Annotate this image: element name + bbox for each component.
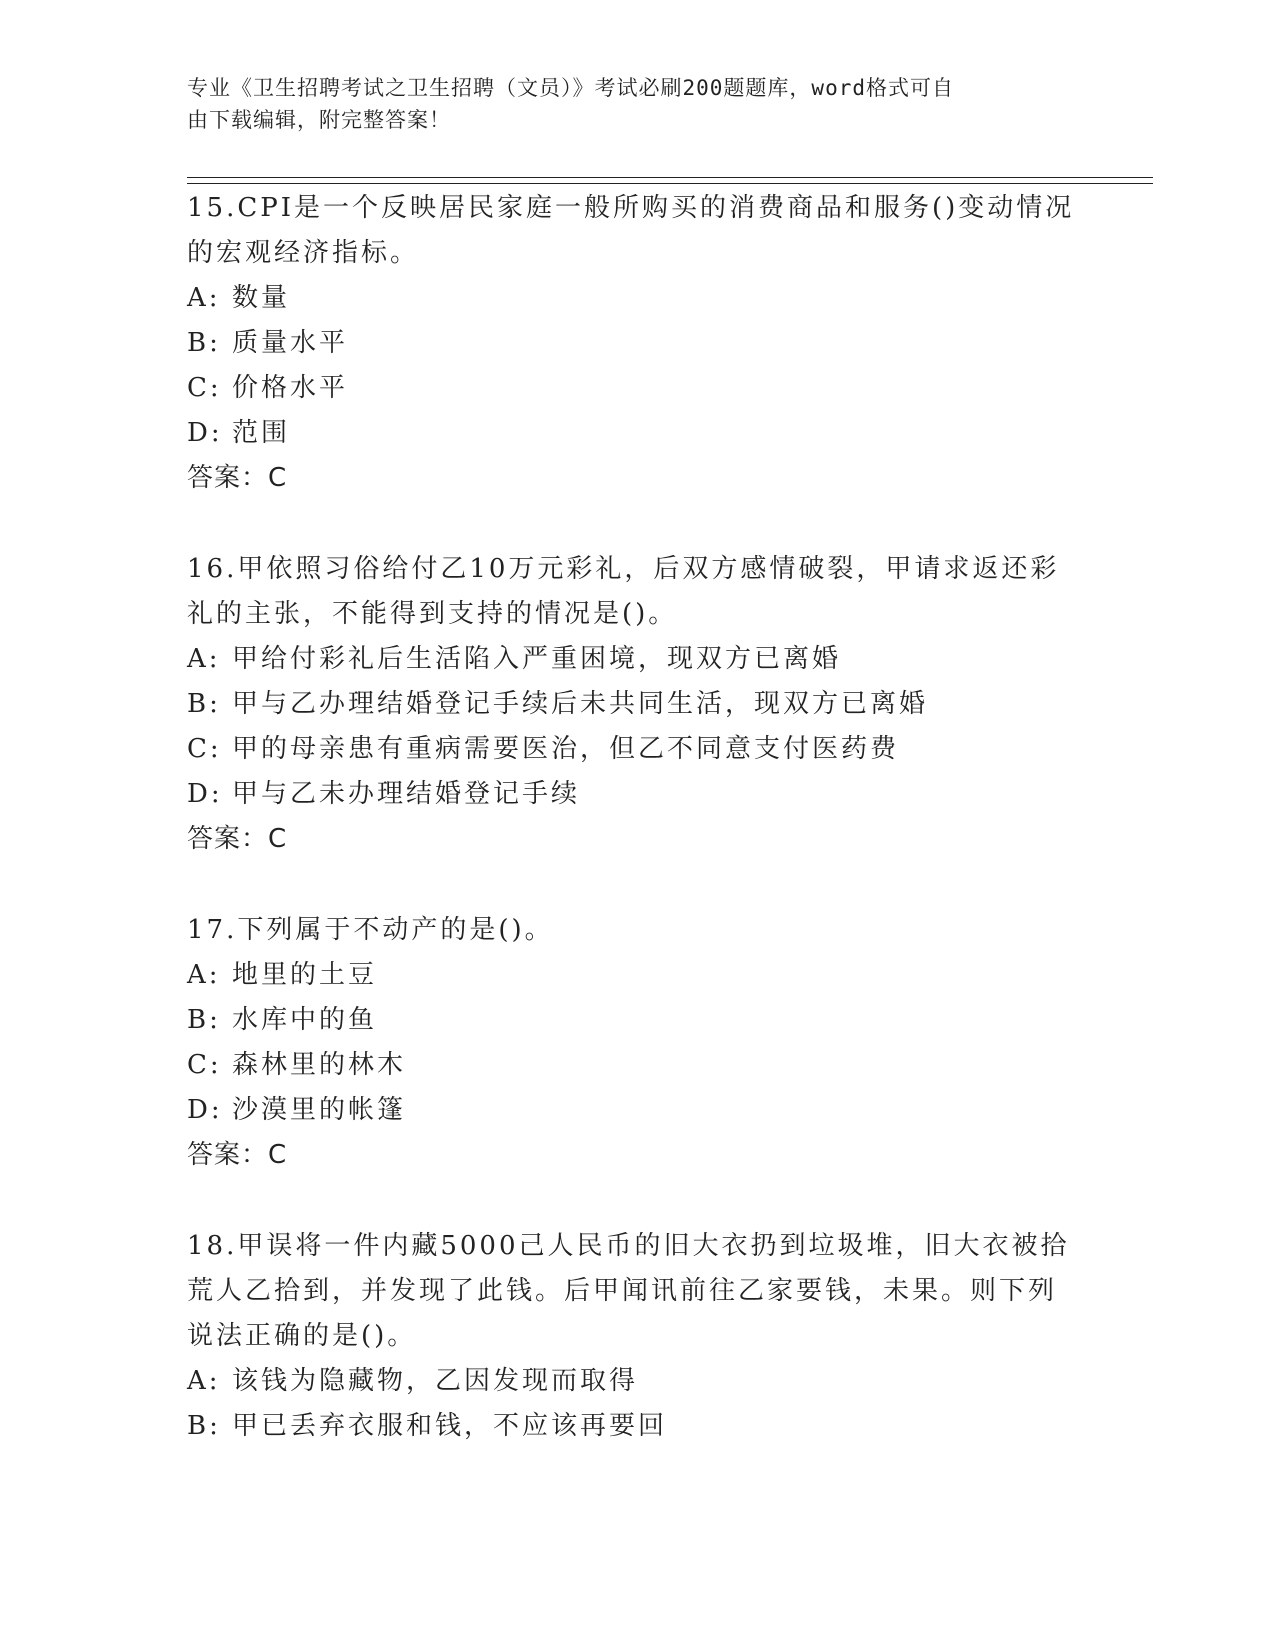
option-b <box>187 998 1087 1043</box>
option-a <box>187 276 1087 321</box>
question-17 <box>187 908 1087 1178</box>
header-line: 专业《卫生招聘考试之卫生招聘（文员）》考试必刷200题题库，word格式可自 <box>187 76 954 100</box>
header-divider <box>187 183 1153 184</box>
option-text: 质量水平 <box>232 328 349 358</box>
option-text: 沙漠里的帐篷 <box>232 1095 407 1125</box>
option-text: 范围 <box>232 418 291 448</box>
option-c <box>187 366 1087 411</box>
option-text: 该钱为隐藏物，乙因发现而取得 <box>232 1366 639 1396</box>
option-text: 甲与乙办理结婚登记手续后未共同生活，现双方已离婚 <box>232 689 929 719</box>
question-stem-line: 17.下列属于不动产的是()。 <box>187 915 554 945</box>
question-stem-line: 15.CPI是一个反映居民家庭一般所购买的消费商品和服务()变动情况 <box>187 193 1075 223</box>
option-letter: D: <box>187 418 223 448</box>
option-a <box>187 953 1087 998</box>
option-a <box>187 1359 1087 1404</box>
question-stem-line: 说法正确的是()。 <box>187 1321 417 1351</box>
option-text: 甲给付彩礼后生活陷入严重困境，现双方已离婚 <box>232 644 842 674</box>
option-d <box>187 411 1087 456</box>
answer-line: 答案：C <box>187 463 288 493</box>
option-letter: C: <box>187 1050 222 1080</box>
option-text: 水库中的鱼 <box>232 1005 378 1035</box>
question-stem-line: 18.甲误将一件内藏5000己人民币的旧大衣扔到垃圾堆，旧大衣被拾 <box>187 1231 1070 1261</box>
question-list <box>187 186 1087 1449</box>
question-16 <box>187 547 1087 862</box>
option-b <box>187 321 1087 366</box>
option-a <box>187 637 1087 682</box>
question-stem-line: 的宏观经济指标。 <box>187 238 420 268</box>
option-text: 甲的母亲患有重病需要医治，但乙不同意支付医药费 <box>232 734 900 764</box>
option-letter: A: <box>187 1366 221 1396</box>
header-line: 由下载编辑，附完整答案！ <box>187 108 451 132</box>
option-letter: A: <box>187 644 221 674</box>
option-letter: D: <box>187 1095 223 1125</box>
question-stem-line: 礼的主张，不能得到支持的情况是()。 <box>187 599 678 629</box>
option-letter: A: <box>187 960 221 990</box>
option-text: 价格水平 <box>232 373 349 403</box>
option-letter: B: <box>187 328 221 358</box>
option-b <box>187 1404 1087 1449</box>
option-letter: B: <box>187 689 221 719</box>
document-header <box>187 72 1067 136</box>
option-text: 森林里的林木 <box>232 1050 407 1080</box>
option-b <box>187 682 1087 727</box>
option-letter: B: <box>187 1411 221 1441</box>
option-text: 地里的土豆 <box>232 960 378 990</box>
option-c <box>187 1043 1087 1088</box>
answer-line: 答案：C <box>187 1140 288 1170</box>
option-text: 数量 <box>232 283 291 313</box>
option-letter: D: <box>187 779 223 809</box>
spacer <box>187 501 1087 547</box>
question-15 <box>187 186 1087 501</box>
question-18 <box>187 1224 1087 1449</box>
option-text: 甲已丢弃衣服和钱，不应该再要回 <box>232 1411 668 1441</box>
option-letter: C: <box>187 373 222 403</box>
option-d <box>187 772 1087 817</box>
question-stem-line: 荒人乙拾到，并发现了此钱。后甲闻讯前往乙家要钱，未果。则下列 <box>187 1276 1058 1306</box>
option-letter: A: <box>187 283 221 313</box>
spacer <box>187 862 1087 908</box>
option-d <box>187 1088 1087 1133</box>
spacer <box>187 1178 1087 1224</box>
option-letter: B: <box>187 1005 221 1035</box>
question-stem-line: 16.甲依照习俗给付乙10万元彩礼，后双方感情破裂，甲请求返还彩 <box>187 554 1060 584</box>
option-text: 甲与乙未办理结婚登记手续 <box>232 779 581 809</box>
answer-line: 答案：C <box>187 824 288 854</box>
option-letter: C: <box>187 734 222 764</box>
option-c <box>187 727 1087 772</box>
header-divider <box>187 177 1153 178</box>
